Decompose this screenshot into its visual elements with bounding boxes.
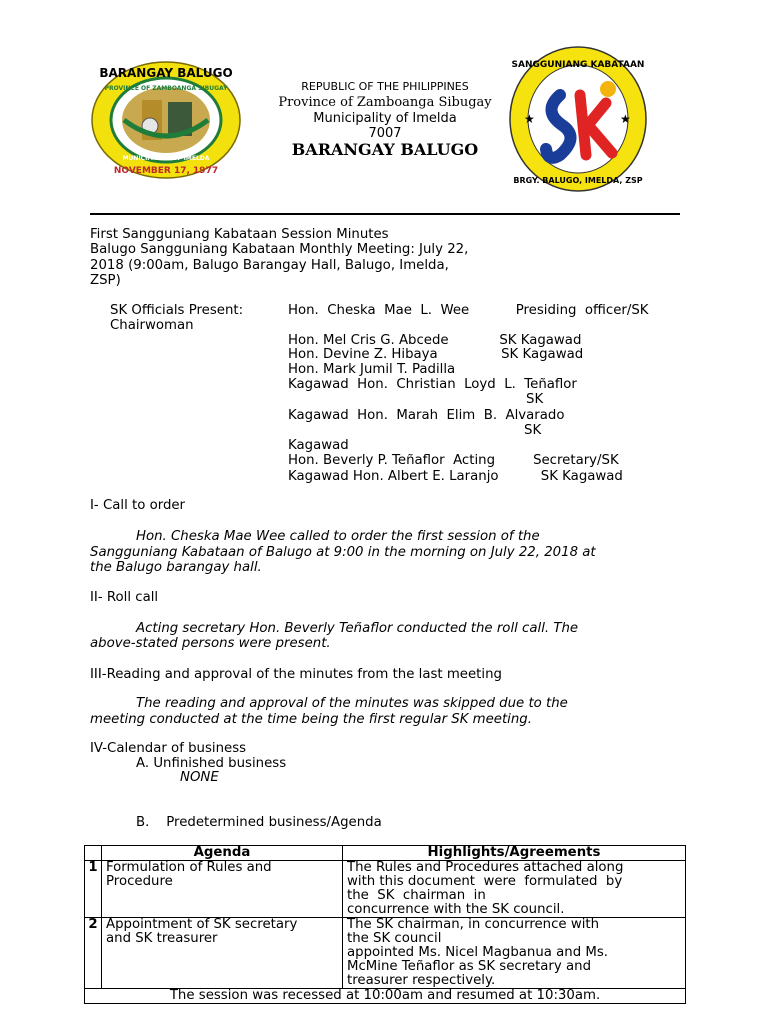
highlights-text: treasurer respectively. [347,973,496,988]
highlights-text: concurrence with the SK council. [347,902,565,917]
table-row [85,861,686,918]
barangay-title: BARANGAY BALUGO [291,140,479,159]
highlights-text: The SK chairman, in concurrence with [347,917,600,932]
reading-approval-text: meeting conducted at the time being the first regular SK meeting. [90,712,532,727]
roll-call-text: Acting secretary Hon. Beverly Teñaflor conducted the roll call. The [136,621,579,636]
seal-bottom-text: NOVEMBER 17, 1977 [113,166,219,176]
official-row: SK [524,423,542,438]
official-row: SK [526,392,544,407]
sangguniang-kabataan-seal [508,45,648,193]
sk-seal-emblem [508,45,648,193]
seal-top-text: BARANGAY BALUGO [99,66,233,80]
official-row: Hon. Mark Jumil T. Padilla [288,362,456,377]
sk-seal-top-text: SANGGUNIANG KABATAAN [511,60,645,70]
highlights-text: the SK chairman in [347,888,486,903]
agenda-text: Appointment of SK secretary [106,917,298,932]
official-row: Hon. Beverly P. Teñaflor Acting Secretary/SK [288,453,619,468]
meeting-info-line-3: ZSP) [90,273,121,288]
agenda-text: Formulation of Rules and [106,860,272,875]
official-row: Kagawad Hon. Albert E. Laranjo SK Kagawad [288,469,623,484]
highlights-cell [343,918,686,989]
agenda-table [84,845,686,1004]
meeting-info-line-2: 2018 (9:00am, Balugo Barangay Hall, Balugo, Imelda, [90,258,449,273]
predetermined-business-label: B. Predetermined business/Agenda [136,815,382,830]
agenda-cell [102,918,343,989]
barangay-seal-emblem [90,60,242,180]
province-line: Province of Zamboanga Sibugay [278,95,492,110]
agenda-text: and SK treasurer [106,931,218,946]
call-to-order-text: Hon. Cheska Mae Wee called to order the first session of the [136,529,540,544]
republic-line: REPUBLIC OF THE PHILIPPINES [301,80,469,93]
seal-inner-text: PROVINCE OF ZAMBOANGA SIBUGAY [104,85,228,92]
star-icon: ★ [524,112,535,126]
highlights-cell [343,861,686,918]
meeting-info-line-1: Balugo Sangguniang Kabataan Monthly Meeting: July 22, [90,242,469,257]
section-reading-approval: III-Reading and approval of the minutes from the last meeting [90,667,502,682]
unfinished-business-value: NONE [180,770,219,785]
highlights-text: the SK council [347,931,442,946]
official-row: Kagawad [288,438,349,453]
table-row [85,918,686,989]
reading-approval-text: The reading and approval of the minutes was skipped due to the [136,696,568,711]
highlights-text: appointed Ms. Nicel Magbanua and Ms. [347,945,609,960]
table-header-cell [85,846,102,861]
header-divider [90,213,680,215]
highlights-text: The Rules and Procedures attached along [347,860,624,875]
row-number: 2 [85,918,102,989]
star-icon: ★ [620,112,631,126]
call-to-order-text: Sangguniang Kabataan of Balugo at 9:00 in the morning on July 22, 2018 at [90,545,596,560]
barangay-balugo-seal [90,60,242,180]
highlights-text: McMine Teñaflor as SK secretary and [347,959,592,974]
municipality-line: Municipality of Imelda [313,111,457,126]
sk-seal-bottom-text: BRGY. BALUGO, IMELDA, ZSP [513,176,643,185]
minutes-title: First Sangguniang Kabataan Session Minutes [90,227,389,242]
row-number: 1 [85,861,102,918]
official-row: Kagawad Hon. Marah Elim B. Alvarado [288,408,565,423]
table-header-cell: Agenda [102,846,343,861]
section-call-to-order: I- Call to order [90,498,186,513]
seal-bottom-inner: MUNICIPALITY OF IMELDA [122,155,210,162]
section-roll-call: II- Roll call [90,590,159,605]
zip-line: 7007 [368,126,402,141]
agenda-cell [102,861,343,918]
officials-label: SK Officials Present: [110,303,244,318]
call-to-order-text: the Balugo barangay hall. [90,560,262,575]
roll-call-text: above-stated persons were present. [90,636,331,651]
official-row: Hon. Devine Z. Hibaya SK Kagawad [288,347,584,362]
table-footer-row [85,989,686,1004]
table-header-row [85,846,686,861]
officials-label-2: Chairwoman [110,318,194,333]
highlights-text: with this document were formulated by [347,874,623,889]
official-row: Hon. Cheska Mae L. Wee Presiding officer/SK [288,303,649,318]
official-row: Kagawad Hon. Christian Loyd L. Teñaflor [288,377,577,392]
session-recess-note: The session was recessed at 10:00am and resumed at 10:30am. [85,989,686,1004]
agenda-text: Procedure [106,874,173,889]
unfinished-business-label: A. Unfinished business [136,756,287,771]
official-row: Hon. Mel Cris G. Abcede SK Kagawad [288,333,582,348]
section-calendar-of-business: IV-Calendar of business [90,741,247,756]
table-header-cell: Highlights/Agreements [343,846,686,861]
